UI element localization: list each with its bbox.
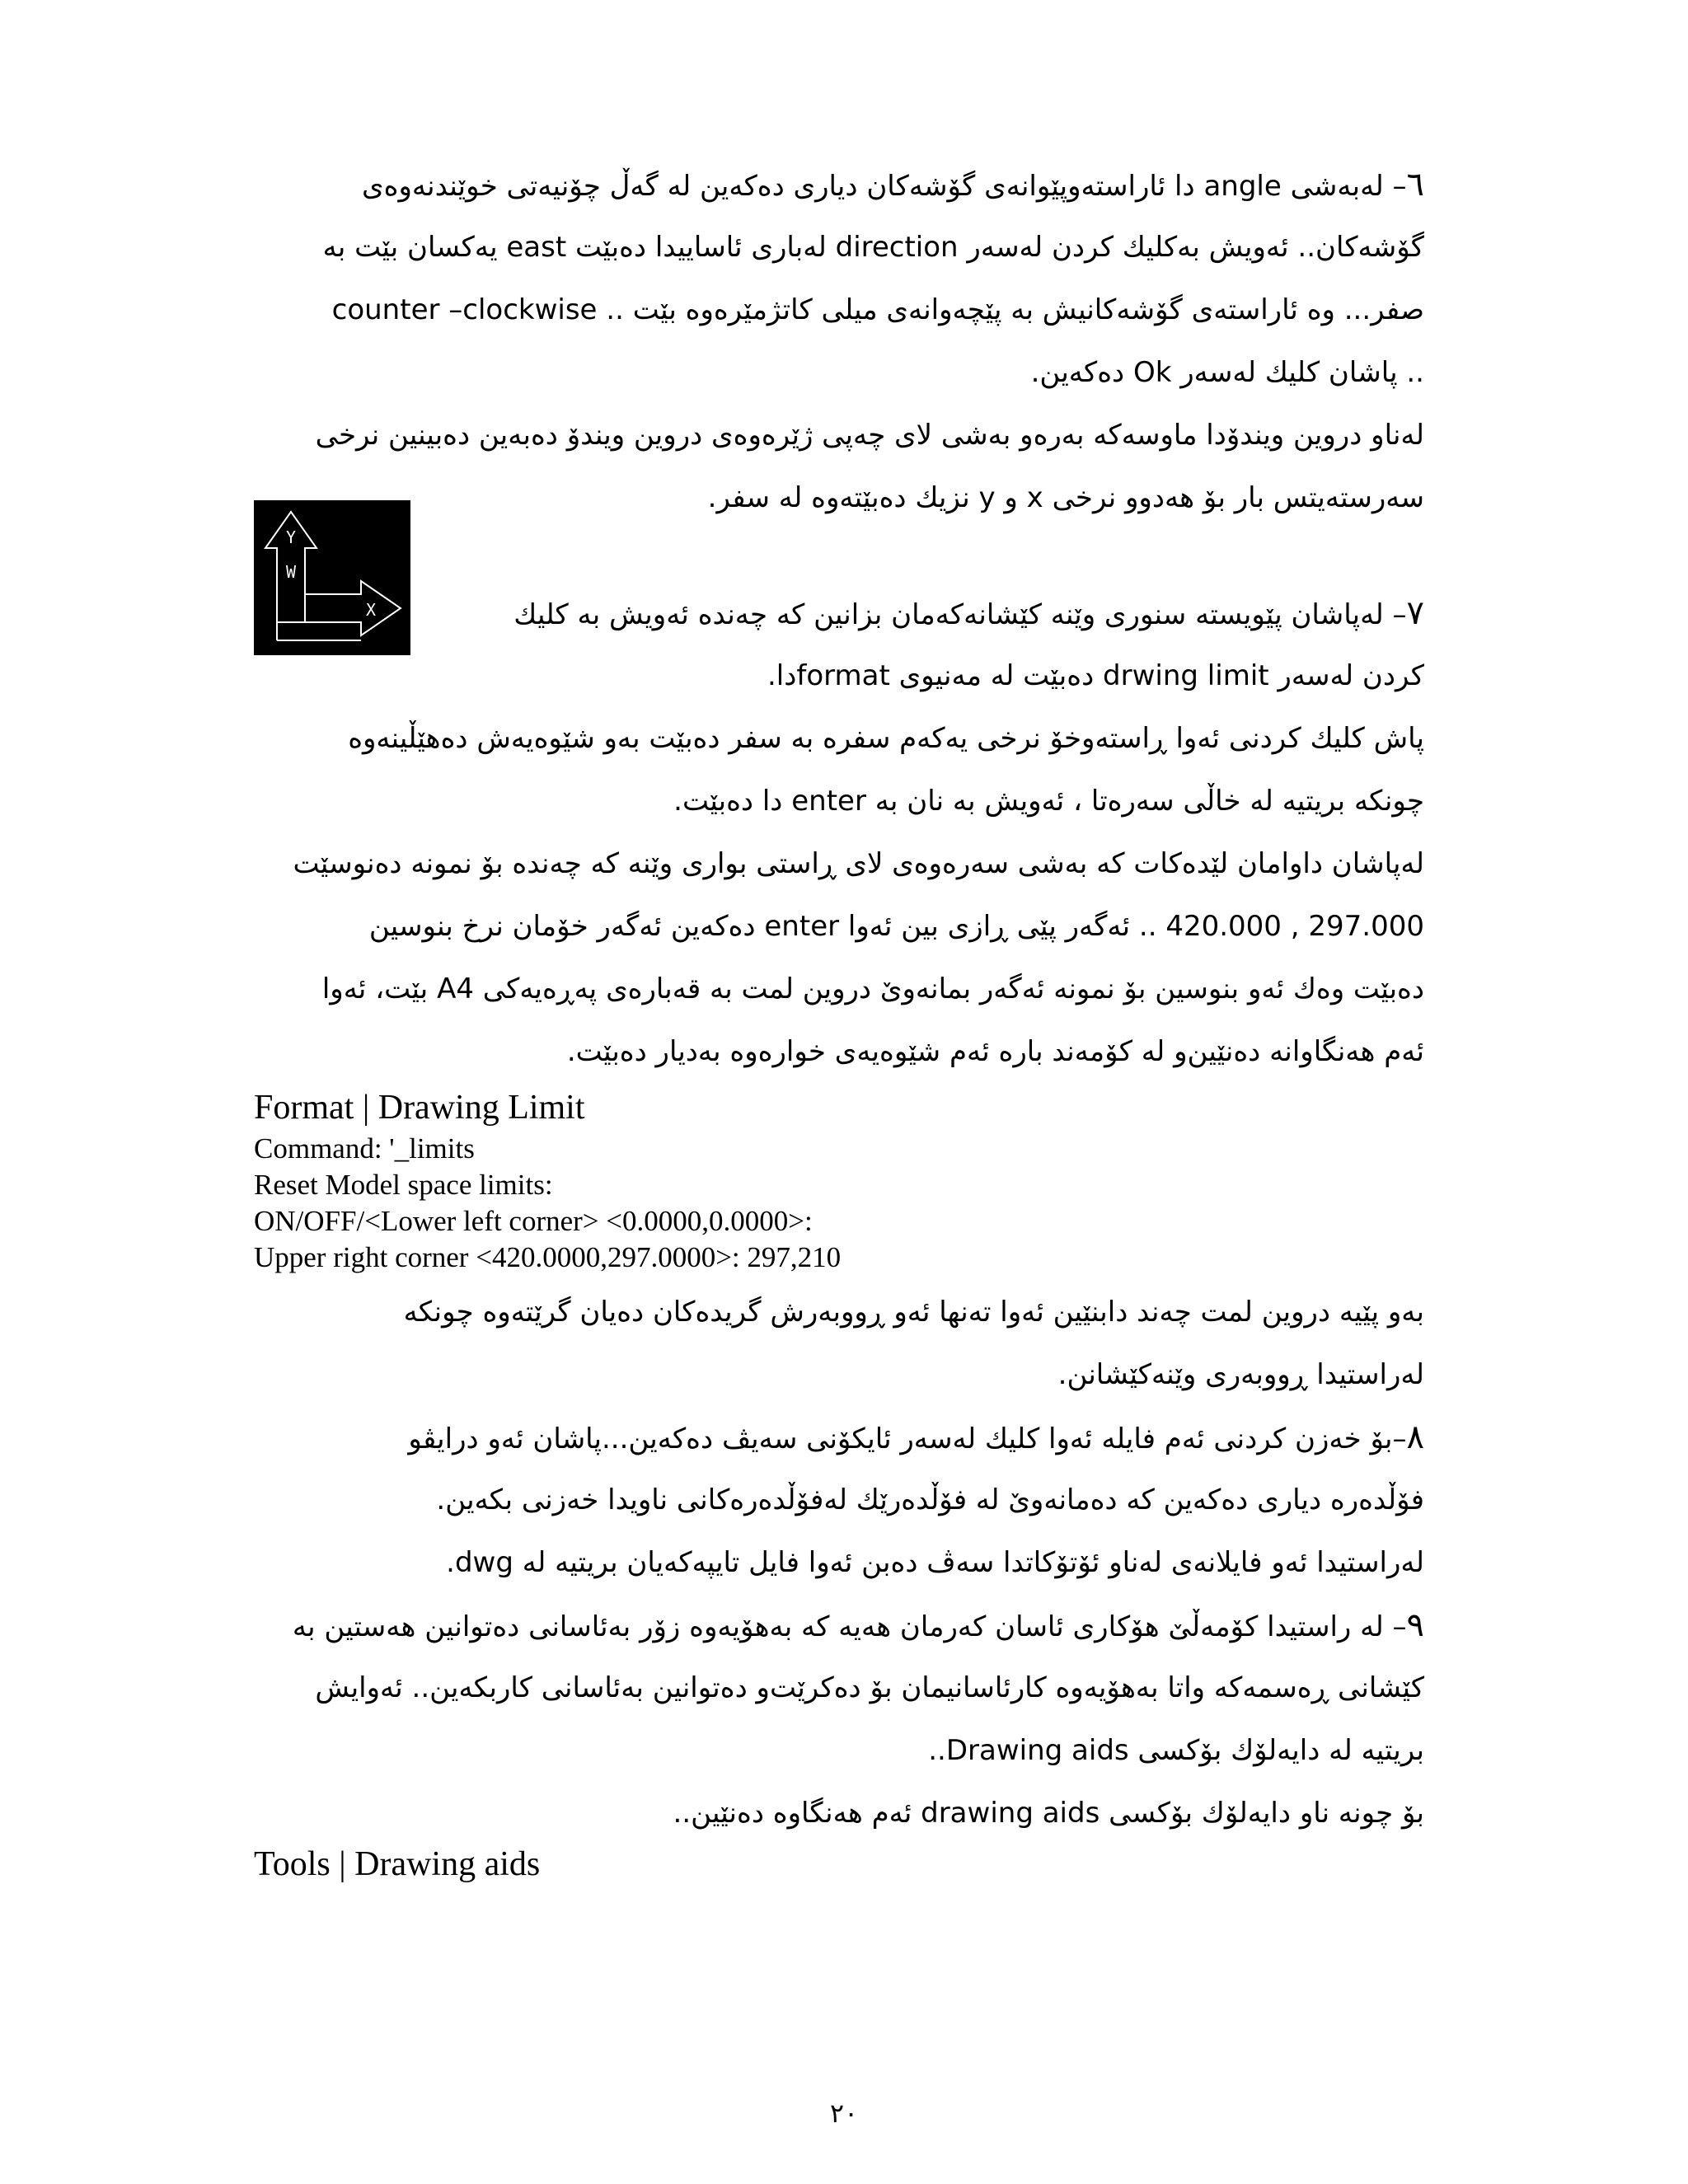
section6-number: ٦: [1406, 166, 1424, 204]
section8-dash: –: [1392, 1422, 1407, 1455]
section6-text1: لەبەشی angle دا ئاراستەوپێوانەی گۆشەکان دیاری دەکەین لە گەڵ چۆنیەتی خوێندنەوەی: [362, 170, 1384, 203]
section6-dash: –: [1392, 170, 1407, 203]
section8-line1: [254, 1406, 1424, 1470]
section7-text1: لەپاشان پێویستە سنوری وێنە کێشانەکەمان بزانین کە چەندە ئەویش بە کلیك: [513, 598, 1384, 631]
axis-label-x: X: [365, 600, 377, 620]
limits-para-line2: 297.000 , 420.000 .. ئەگەر پێی ڕازی بین ئەوا enter دەکەین ئەگەر خۆمان نرخ بنوسین: [368, 910, 1424, 943]
command-line-2: Reset Model space limits:: [254, 1169, 553, 1201]
section8-line3: لەراستیدا ئەو فایلانەی لەناو ئۆتۆکاتدا سەڤ دەبن ئەوا فایل تایپەکەیان بریتیە لە dwg.: [446, 1546, 1424, 1579]
section9-line2: کێشانی ڕەسمەکە واتا بەهۆیەوە کارئاسانیمان بۆ دەکرێت‌و دەتوانین بەئاسانی کاربکەین.. ئەوایش: [315, 1671, 1424, 1704]
cursor-para-line2: سەرستەیتس بار بۆ هەدوو نرخی x و y نزیك دەبێتەوە لە سفر.: [707, 481, 1424, 514]
section8-text1: بۆ خەزن کردنی ئەم فایلە ئەوا کلیك لەسەر ئایکۆنی سەیڤ دەکەین...پاشان ئەو درایڤو: [408, 1422, 1393, 1455]
section9-number: ٩: [1406, 1606, 1424, 1644]
page-number: ٢٠: [829, 2097, 859, 2129]
section9-dash: –: [1392, 1610, 1407, 1643]
click-para-line2: چونکە بریتیە لە خاڵی سەرەتا ، ئەویش بە نان بە enter دا دەبێت.: [673, 785, 1424, 818]
limits-para-line1: لەپاشان داوامان لێدەکات کە بەشی سەرەوەی لای ڕاستی بواری وێنە کە چەندە بۆ نمونە دەنوسێت: [293, 847, 1424, 880]
section6-line2: گۆشەکان.. ئەویش بەکلیك کردن لەسەر direction لەباری ئاساییدا دەبێت east یەکسان بێت بە: [322, 231, 1424, 264]
ucs-axis-icon: [254, 500, 410, 655]
ucs-axis-svg: [254, 500, 410, 655]
command-line-4: Upper right corner <420.0000,297.0000>: 297,210: [254, 1241, 842, 1273]
click-para-line1: پاش کلیك کردنی ئەوا ڕاستەوخۆ نرخی یەکەم سفرە بە سفر دەبێت بەو شێوەیەش دەهێڵینەوە: [348, 722, 1424, 755]
grid-para-line2: لەراستیدا ڕووبەری وێنەکێشانن.: [1057, 1358, 1424, 1391]
section9-line4: بۆ چونە ناو دایەلۆك بۆکسی drawing aids ئەم هەنگاوە دەنێین..: [673, 1797, 1424, 1830]
command-line-1: Command: '_limits: [254, 1132, 475, 1165]
limits-para-line3: دەبێت وەك ئەو بنوسین بۆ نمونە ئەگەر بمانەوێ دروین لمت بە قەبارەی پەڕەیەکی A4 بێت، ئەوا: [321, 972, 1424, 1005]
grid-para-line1: بەو پێیە دروین لمت چەند دابنێین ئەوا تەنها ئەو ڕووبەرش گریدەکان دەیان گرێتەوە چونکە: [403, 1296, 1424, 1329]
section7-number: ٧: [1406, 594, 1424, 632]
axis-label-w: W: [285, 562, 297, 582]
section8-line2: فۆڵدەرە دیاری دەکەین کە دەمانەوێ لە فۆڵدەرێك لەفۆڵدەرەکانی ناویدا خەزنی بکەین.: [436, 1483, 1424, 1516]
command-line-3: ON/OFF/<Lower left corner> <0.0000,0.0000>:: [254, 1205, 813, 1237]
section6-line4: .. پاشان کلیك لەسەر Ok دەکەین.: [1030, 356, 1424, 389]
section7-dash: –: [1392, 598, 1407, 631]
section8-number: ٨: [1406, 1418, 1424, 1456]
menu-path-format: Format | Drawing Limit: [254, 1089, 585, 1127]
section6-line1: [254, 153, 1424, 218]
section6-line3: صفر... وە ئاراستەی گۆشەکانیش بە پێچەوانەی میلی کاتژمێرەوە بێت .. counter –clockwise: [331, 293, 1424, 326]
section7-line2: کردن لەسەر drwing limit دەبێت لە مەنیوی formatدا.: [767, 659, 1424, 692]
section9-line3: بریتیە لە دایەلۆك بۆکسی Drawing aids..: [928, 1734, 1424, 1767]
menu-path-tools: Tools | Drawing aids: [254, 1845, 541, 1883]
cursor-para-line1: لەناو دروین ویندۆدا ماوسەکە بەرەو بەشی لای چەپی ژێرەوەی دروین ویندۆ دەبەین دەبینین نرخی: [315, 419, 1424, 452]
section9-line1: [254, 1594, 1424, 1658]
section7-line1: [429, 582, 1424, 646]
limits-para-line4: ئەم هەنگاوانە دەنێین‌و لە کۆمەند بارە ئەم شێوەیەی خوارەوە بەدیار دەبێت.: [566, 1035, 1424, 1068]
axis-label-y: Y: [285, 527, 297, 547]
section9-text1: لە راستیدا کۆمەڵێ هۆکاری ئاسان کەرمان هەیە کە بەهۆیەوە زۆر بەئاسانی دەتوانین هەستین بە: [292, 1610, 1384, 1643]
